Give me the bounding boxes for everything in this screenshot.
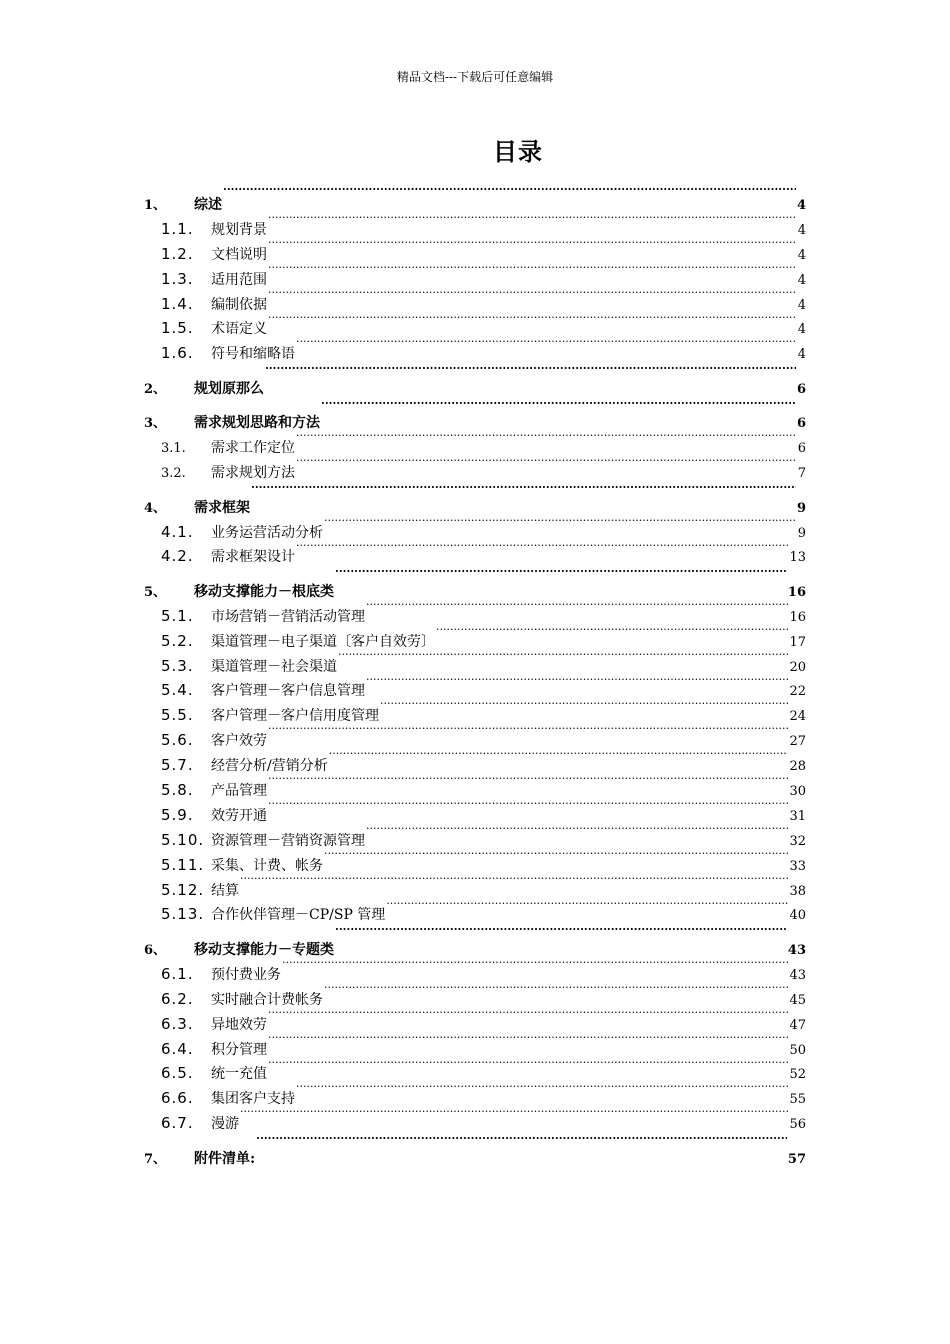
toc-entry-title: 适用范围 (211, 271, 267, 288)
dot-leader (268, 1054, 788, 1079)
toc-entry-title: 合作伙伴管理－CP/SP 管理 (211, 907, 386, 924)
dot-leader (296, 1078, 788, 1103)
toc-entry-page: 6 (796, 381, 806, 397)
toc-entry-title: 综述 (194, 197, 222, 213)
toc-entry-page: 20 (789, 659, 806, 675)
toc-entry-title: 客户管理－客户信用度管理 (211, 708, 379, 725)
dot-leader (366, 671, 788, 696)
dot-leader (268, 770, 788, 795)
toc-entry-number: 5.9. (161, 805, 194, 824)
toc-entry-page: 40 (789, 908, 806, 924)
toc-entry-number: 5.12. (161, 880, 205, 899)
toc-entry-number: 1.5. (161, 319, 194, 338)
toc-entry-number: 5.13. (161, 905, 205, 924)
dot-leader (265, 358, 796, 393)
toc-entry-title: 文档说明 (211, 246, 267, 263)
toc-entry[interactable] (144, 895, 806, 924)
toc-entry-number: 5.11. (161, 855, 205, 874)
toc-entry-page: 22 (789, 684, 806, 700)
toc-entry-number: 5、 (144, 584, 167, 600)
dot-leader (268, 209, 797, 234)
toc-entry-page: 16 (787, 584, 806, 600)
toc-entry-title: 市场营销－营销活动管理 (211, 608, 365, 625)
toc-entry-title: 经营分析/营销分析 (211, 758, 328, 775)
dot-leader (296, 452, 797, 477)
toc-entry-page: 28 (789, 759, 806, 775)
toc-entry-page: 7 (797, 466, 806, 482)
toc-entry-number: 1.3. (161, 269, 194, 288)
dot-leader (366, 820, 788, 845)
dot-leader (296, 427, 797, 452)
toc-entry-page: 27 (789, 734, 806, 750)
toc-entry-page: 45 (789, 992, 806, 1008)
toc-entry-page: 43 (787, 942, 806, 958)
dot-leader (335, 561, 787, 596)
dot-leader (268, 284, 797, 309)
toc-entry-page: 55 (789, 1092, 806, 1108)
toc-entry-number: 6.5. (161, 1064, 194, 1083)
page-header: 精品文档---下载后可任意编辑 (396, 70, 554, 84)
toc-entry-page: 6 (796, 416, 806, 432)
toc-entry-title: 渠道管理－电子渠道〔客户自效劳〕 (211, 633, 435, 650)
toc-entry-title: 客户管理－客户信息管理 (211, 683, 365, 700)
toc-entry-number: 6.4. (161, 1039, 194, 1058)
dot-leader (436, 621, 788, 646)
dot-leader (282, 954, 788, 979)
toc-entry-title: 实时融合计费帐务 (211, 991, 323, 1008)
toc-entry-title: 漫游 (211, 1116, 239, 1133)
toc-entry-page: 9 (797, 525, 806, 541)
toc-entry-page: 4 (797, 247, 806, 263)
toc-entry[interactable] (144, 1128, 806, 1167)
toc-entry-number: 5.8. (161, 781, 194, 800)
toc-entry-number: 6.7. (161, 1114, 194, 1133)
toc-entry-number: 5.2. (161, 631, 194, 650)
toc-entry-number: 2、 (144, 381, 167, 397)
toc-entry-number: 6.2. (161, 989, 194, 1008)
toc-entry[interactable] (144, 209, 806, 238)
toc-entry-title: 异地效劳 (211, 1016, 267, 1033)
dot-leader (324, 979, 788, 1004)
toc-entry-number: 3.1. (161, 441, 186, 457)
dot-leader (386, 895, 788, 920)
toc-entry-title: 需求规划方法 (211, 465, 295, 482)
toc-entry-title: 采集、计费、帐务 (211, 857, 323, 874)
toc-entry-title: 积分管理 (211, 1041, 267, 1058)
dot-leader (268, 1004, 788, 1029)
toc-entry-number: 4.2. (161, 547, 194, 566)
toc-entry-title: 结算 (211, 882, 239, 899)
toc-entry-title: 需求规划思路和方法 (194, 415, 320, 432)
toc-entry-title: 统一充值 (211, 1066, 267, 1083)
toc-entry-number: 6.6. (161, 1089, 194, 1108)
toc-entry-title: 规划背景 (211, 221, 267, 238)
toc-entry-page: 4 (797, 222, 806, 238)
toc-entry-page: 32 (789, 833, 806, 849)
toc-entry-number: 1.2. (161, 244, 194, 263)
toc-entry-page: 56 (789, 1117, 806, 1133)
dot-leader (380, 695, 788, 720)
dot-leader (268, 795, 788, 820)
toc-entry-title: 集团客户支持 (211, 1091, 295, 1108)
toc-entry-number: 4.1. (161, 522, 194, 541)
toc-entry-number: 1、 (144, 198, 167, 213)
toc-entry-title: 移动支撑能力－专题类 (194, 941, 334, 958)
toc-entry-number: 4、 (144, 500, 167, 516)
toc-entry-page: 38 (789, 883, 806, 899)
dot-leader (321, 393, 796, 428)
dot-leader (366, 596, 788, 621)
toc-entry[interactable] (144, 870, 806, 899)
toc-entry-page: 30 (789, 784, 806, 800)
toc-entry-page: 16 (789, 609, 806, 625)
toc-entry-title: 编制依据 (211, 296, 267, 313)
dot-leader (335, 919, 787, 954)
toc-entry-title: 规划原那么 (194, 380, 264, 397)
toc-entry[interactable] (144, 1103, 806, 1133)
toc-entry-number: 6.1. (161, 964, 194, 983)
dot-leader (268, 309, 797, 334)
toc-entry-page: 6 (797, 441, 806, 457)
toc-entry-title: 附件清单: (194, 1150, 256, 1167)
dot-leader (296, 537, 788, 562)
toc-entry-page: 4 (797, 322, 806, 338)
dot-leader (338, 646, 788, 671)
toc-entry-page: 4 (797, 272, 806, 288)
dot-leader (240, 870, 788, 895)
toc-entry-page: 57 (787, 1151, 806, 1167)
toc-entry-number: 5.1. (161, 606, 194, 625)
toc-entry-title: 业务运营活动分析 (211, 524, 323, 541)
toc-entry-number: 1.1. (161, 219, 194, 238)
toc-entry-page: 13 (789, 550, 806, 566)
toc-entry-page: 9 (796, 500, 806, 516)
toc-entry-title: 效劳开通 (211, 807, 267, 824)
toc-entry-title: 移动支撑能力－根底类 (194, 583, 334, 600)
dot-leader (240, 1103, 788, 1128)
dot-leader (256, 1128, 787, 1163)
toc-entry-page: 52 (789, 1067, 806, 1083)
dot-leader (268, 1029, 788, 1054)
toc-entry-page: 50 (789, 1042, 806, 1058)
toc-entry-title: 资源管理－营销资源管理 (211, 832, 365, 849)
dot-leader (296, 333, 797, 358)
dot-leader (324, 512, 797, 537)
toc-entry-title: 符号和缩略语 (211, 346, 295, 363)
toc-entry-number: 5.4. (161, 681, 194, 700)
toc-entry-number: 5.5. (161, 706, 194, 725)
toc-entry-number: 5.3. (161, 656, 194, 675)
toc-entry-number: 6、 (144, 942, 167, 958)
toc-entry-title: 需求框架 (194, 499, 250, 516)
toc-entry-page: 31 (789, 808, 806, 824)
toc-title: 目录 (493, 137, 543, 166)
toc-entry-number: 6.3. (161, 1014, 194, 1033)
toc-entry-number: 7、 (144, 1151, 167, 1167)
toc-entry-number: 3、 (144, 416, 167, 432)
toc-entry-title: 客户效劳 (211, 733, 267, 750)
toc-entry-page: 43 (789, 967, 806, 983)
toc-entry-number: 1.4. (161, 294, 194, 313)
toc-entry-page: 4 (796, 198, 806, 213)
toc-entry-page: 4 (797, 347, 806, 363)
dot-leader (324, 845, 788, 870)
dot-leader (251, 477, 796, 512)
toc-entry-number: 3.2. (161, 466, 186, 482)
toc-entry-title: 需求工作定位 (211, 440, 295, 457)
toc-entry-title: 产品管理 (211, 783, 267, 800)
toc-entry-page: 33 (789, 858, 806, 874)
toc-entry-title: 需求框架设计 (211, 549, 295, 566)
toc-entry-title: 渠道管理－社会渠道 (211, 658, 337, 675)
dot-leader (268, 720, 788, 745)
toc-entry-page: 17 (789, 634, 806, 650)
toc-entry-number: 5.10. (161, 830, 205, 849)
table-of-contents (144, 183, 806, 1167)
dot-leader (268, 234, 797, 259)
dot-leader (329, 745, 789, 770)
dot-leader (268, 259, 797, 284)
toc-entry-number: 5.6. (161, 731, 194, 750)
toc-entry-page: 24 (789, 709, 806, 725)
toc-entry-page: 47 (789, 1017, 806, 1033)
toc-entry-page: 4 (797, 297, 806, 313)
toc-entry-title: 术语定义 (211, 321, 267, 338)
toc-entry[interactable] (144, 183, 806, 213)
toc-entry-number: 5.7. (161, 756, 194, 775)
toc-entry-title: 预付费业务 (211, 966, 281, 983)
toc-entry-number: 1.6. (161, 344, 194, 363)
dot-leader (223, 183, 796, 209)
